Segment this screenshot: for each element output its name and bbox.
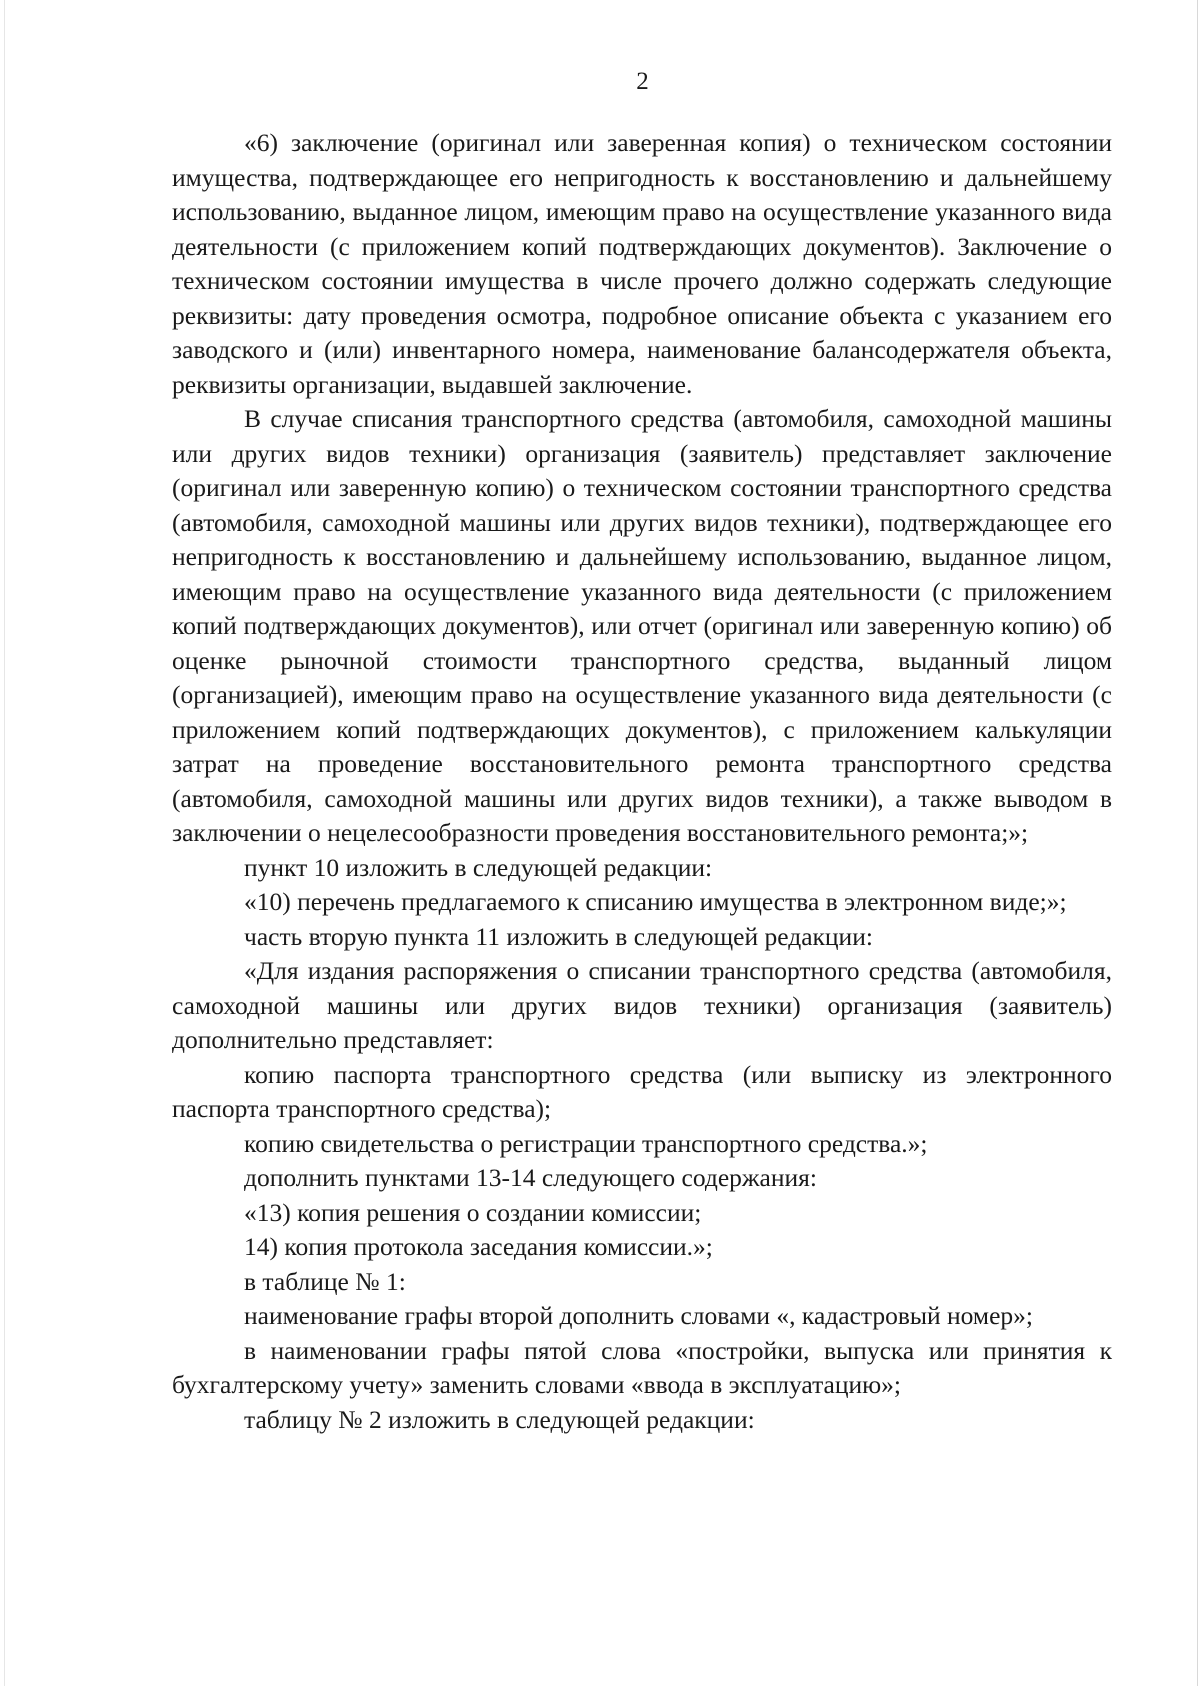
paragraph-item-10: «10) перечень предлагаемого к списанию имущества в электронном виде;»;	[244, 887, 1067, 916]
document-body	[172, 126, 1112, 1437]
scan-edge-left	[4, 0, 5, 1686]
paragraph-clause-6: «6) заключение (оригинал или заверенная копия) о техническом состоянии имущества, подтверждающее его непригодность к восстановлению и дальнейшему использованию, выданное лицом, имеющим право на осуществление указанного вида деятельности (с приложением копий подтверждающих документов). Заключение о техническом состоянии имущества в числе прочего должно содержать следующие реквизиты: дату проведения осмотра, подробное описание объекта с указанием его заводского и (или) инвентарного номера, наименование балансодержателя объекта, реквизиты организации, выдавшей заключение.	[172, 128, 1112, 399]
paragraph-vehicle-writeoff: В случае списания транспортного средства (автомобиля, самоходной машины или других видов техники) организация (заявитель) представляет заключение (оригинал или заверенную копию) о техническом состоянии транспортного средства (автомобиля, самоходной машины или других видов техники), подтверждающее его непригодность к восстановлению и дальнейшему использованию, выданное лицом, имеющим право на осуществление указанного вида деятельности (с приложением копий подтверждающих документов), или отчет (оригинал или заверенную копию) об оценке рыночной стоимости транспортного средства, выданный лицом (организацией), имеющим право на осуществление указанного вида деятельности (с приложением копий подтверждающих документов), с приложением калькуляции затрат на проведение восстановительного ремонта транспортного средства (автомобиля, самоходной машины или других видов техники), а также выводом в заключении о нецелесообразности проведения восстановительного ремонта;»;	[172, 404, 1112, 847]
paragraph-item-13: «13) копия решения о создании комиссии;	[244, 1197, 702, 1227]
page-number: 2	[636, 68, 649, 95]
paragraph-table-1-column-2: наименование графы второй дополнить словами «, кадастровый номер»;	[244, 1301, 1033, 1330]
paragraph-table-1-column-5: в наименовании графы пятой слова «постройки, выпуска или принятия к бухгалтерскому учету» заменить словами «ввода в эксплуатацию»;	[172, 1335, 1112, 1399]
paragraph-table-2-intro: таблицу № 2 изложить в следующей редакции:	[244, 1404, 755, 1434]
paragraph-item-11-intro: часть вторую пункта 11 изложить в следующей редакции:	[244, 921, 873, 951]
scan-edge-right	[1197, 0, 1198, 1686]
paragraph-table-1-intro: в таблице № 1:	[244, 1266, 406, 1296]
paragraph-items-13-14-intro: дополнить пунктами 13-14 следующего содержания:	[244, 1163, 817, 1192]
paragraph-registration-copy: копию свидетельства о регистрации транспортного средства.»;	[244, 1128, 928, 1158]
paragraph-passport-copy: копию паспорта транспортного средства (или выписку из электронного паспорта транспортного средства);	[172, 1059, 1112, 1123]
paragraph-item-11-text: «Для издания распоряжения о списании транспортного средства (автомобиля, самоходной машины или других видов техники) организация (заявитель) дополнительно представляет:	[172, 956, 1112, 1054]
paragraph-item-14: 14) копия протокола заседания комиссии.»;	[244, 1232, 713, 1261]
paragraph-item-10-intro: пункт 10 изложить в следующей редакции:	[244, 852, 713, 882]
